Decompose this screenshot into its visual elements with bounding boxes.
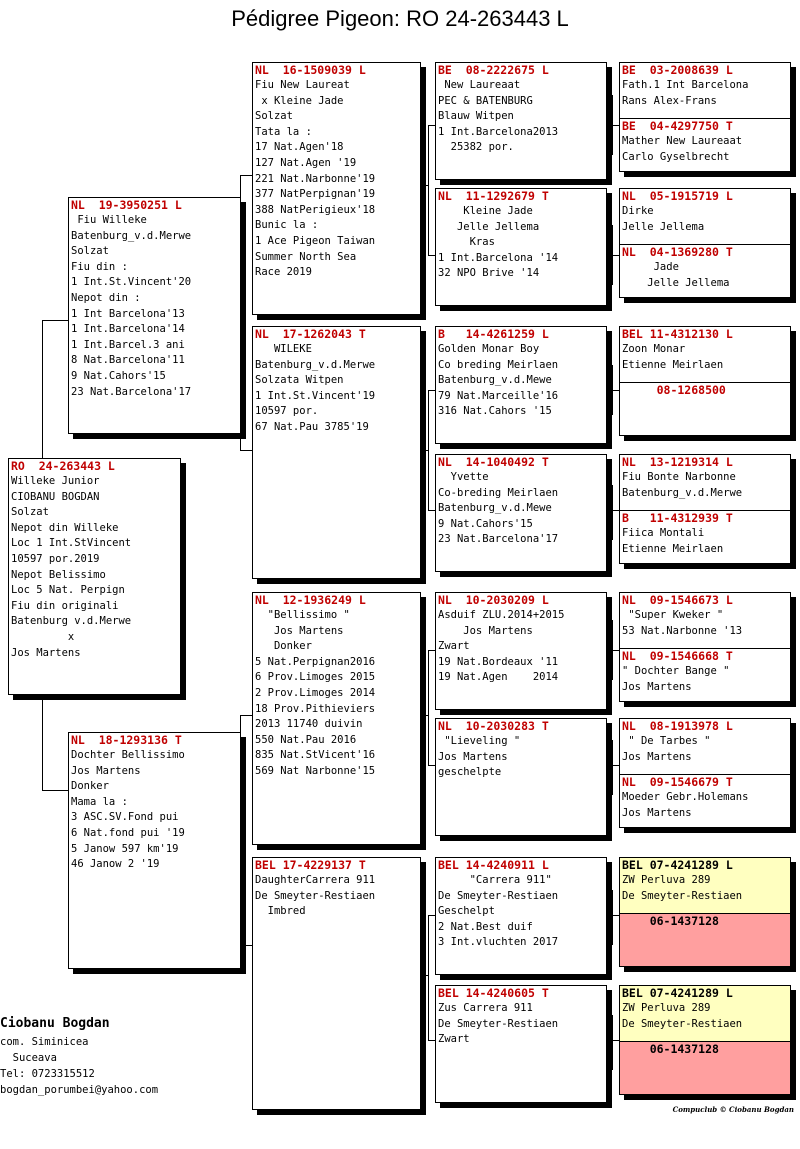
text-line: Zwart [438, 640, 470, 653]
text-line: 1 Ace Pigeon Taiwan [255, 234, 376, 247]
text-line: 2 Nat.Best duif [438, 920, 533, 933]
text-line: Jelle Jellema [622, 220, 705, 233]
text-line: Asduif ZLU.2014+2015 [438, 609, 565, 621]
ring-number: NL 05-1915719 L [622, 189, 733, 203]
grandsire-maternal-card[interactable] [252, 592, 421, 845]
ring-number: NL 18-1293136 T [71, 733, 182, 747]
ring-number: NL 04-1369280 T [622, 245, 733, 259]
text-line: 316 Nat.Cahors '15 [438, 405, 552, 418]
text-line: Suceava [0, 1052, 57, 1064]
ring-number: RO 24-263443 L [11, 459, 115, 473]
text-line: De Smeyter-Restiaen [438, 1017, 559, 1030]
text-line: 1 Int.Barcel.3 ani [71, 338, 185, 351]
text-line: Etienne Meirlaen [622, 542, 724, 555]
text-line: 9 Nat.Cahors'15 [71, 369, 166, 382]
g4-sub-card[interactable] [620, 244, 790, 298]
card-lines [620, 664, 790, 695]
text-line: 1 Int.Barcelona'14 [71, 323, 185, 336]
g4-sub-card[interactable] [620, 774, 790, 828]
card-lines [436, 342, 606, 420]
connector-line [420, 715, 428, 716]
card-lines [620, 204, 790, 235]
text-line: Solzat [71, 245, 109, 258]
text-line: Kras [438, 236, 495, 249]
text-line: Loc 1 Int.StVincent [11, 537, 132, 550]
text-line: 9 Nat.Cahors'15 [438, 517, 533, 530]
text-line: Zwart [438, 1033, 470, 1046]
connector-line [606, 765, 620, 766]
text-line: 79 Nat.Marceille'16 [438, 389, 559, 402]
text-line: com. Siminicea [0, 1036, 89, 1048]
g4-sub-card[interactable] [620, 382, 790, 436]
text-line: x Kleine Jade [255, 94, 344, 107]
subject-card[interactable] [8, 458, 181, 695]
connector-line [612, 740, 613, 795]
great-grandparent-card[interactable] [435, 62, 607, 180]
ring-number: NL 19-3950251 L [71, 198, 182, 212]
page-title: Pédigree Pigeon: RO 24-263443 L [231, 6, 569, 31]
connector-line [428, 650, 429, 765]
text-line: Solzat [255, 110, 293, 123]
g4-pair-card[interactable] [619, 985, 791, 1095]
ring-number: NL 16-1509039 L [255, 63, 366, 77]
text-line: Jos Martens [438, 750, 508, 763]
ring-number: NL 09-1546673 L [622, 593, 733, 607]
text-line: Rans Alex-Frans [622, 94, 717, 107]
text-line: Dochter Bellissimo [71, 749, 185, 761]
card-lines [436, 204, 606, 282]
text-line: Batenburg_v.d.Mewe [438, 502, 552, 515]
connector-line [420, 450, 428, 451]
text-line: Nepot din : [71, 291, 141, 304]
g4-pair-card[interactable] [619, 62, 791, 172]
ring-number: B 14-4261259 L [438, 327, 549, 341]
text-line: Fiu Willeke [71, 214, 147, 226]
g4-sub-card[interactable] [620, 510, 790, 564]
card-lines [436, 873, 606, 951]
text-line: 835 Nat.StVicent'16 [255, 749, 376, 762]
text-line: Jelle Jellema [438, 220, 540, 233]
text-line: Jelle Jellema [622, 276, 730, 289]
g4-sub-card[interactable] [620, 118, 790, 172]
text-line: Nepot din Willeke [11, 521, 119, 534]
ring-number: BEL 07-4241289 L [622, 986, 733, 1000]
text-line: 1 Int.St.Vincent'19 [255, 389, 376, 402]
card-lines [620, 470, 790, 501]
text-line: 18 Prov.Pithieviers [255, 702, 376, 715]
card-lines [620, 873, 790, 904]
text-line: New Laureaat [438, 79, 521, 91]
card-lines [436, 608, 606, 686]
subject-lines [9, 474, 180, 661]
credit-text: Compuclub © Ciobanu Bogdan [672, 1105, 794, 1114]
text-line: Batenburg v.d.Merwe [11, 615, 132, 628]
text-line: 550 Nat.Pau 2016 [255, 733, 357, 746]
connector-line [606, 915, 620, 916]
connector-line [42, 320, 43, 460]
text-line: 23 Nat.Barcelona'17 [438, 533, 559, 546]
text-line: Donker [71, 780, 109, 793]
card-lines [620, 1001, 790, 1032]
card-lines [620, 78, 790, 109]
g4-pair-card[interactable] [619, 188, 791, 298]
card-lines [436, 1001, 606, 1048]
text-line: Jos Martens [622, 750, 692, 763]
text-line: Jade [622, 261, 679, 273]
text-line: Jos Martens [255, 624, 344, 637]
text-line: Fiu New Laureat [255, 79, 350, 91]
text-line: 10597 por.2019 [11, 552, 100, 565]
card-lines [620, 260, 790, 291]
text-line: 5 Nat.Perpignan2016 [255, 655, 376, 668]
ring-number: NL 17-1262043 T [255, 327, 366, 341]
owner-lines [0, 1034, 240, 1098]
text-line: Zoon Monar [622, 343, 686, 355]
connector-line [606, 510, 620, 511]
great-grandparent-card[interactable] [435, 592, 607, 710]
g4-pair-card[interactable] [619, 326, 791, 436]
text-line: 3 Int.vluchten 2017 [438, 936, 559, 949]
ring-number: 06-1437128 [622, 1042, 719, 1056]
text-line: Co-breding Meirlaen [438, 486, 559, 499]
text-line: Jos Martens [11, 646, 81, 659]
text-line: "Super Kweker " [622, 609, 724, 621]
card-lines [620, 526, 790, 557]
text-line: Batenburg_v.d.Merwe [622, 486, 743, 499]
card-lines [436, 470, 606, 548]
ring-number: NL 08-1913978 L [622, 719, 733, 733]
text-line: Batenburg_v.d.Mewe [438, 374, 552, 387]
text-line: 1 Int.St.Vincent'20 [71, 276, 192, 289]
card-lines [253, 873, 420, 920]
text-line: "Bellissimo " [255, 609, 350, 621]
ring-number: BE 03-2008639 L [622, 63, 733, 77]
connector-line [42, 695, 43, 790]
text-line: bogdan_porumbei@yahoo.com [0, 1084, 159, 1096]
connector-line [612, 890, 613, 945]
text-line: Donker [255, 640, 312, 653]
ring-number: B 11-4312939 T [622, 511, 733, 525]
text-line: De Smeyter-Restiaen [622, 889, 743, 902]
sire-lines [69, 213, 240, 400]
text-line: Solzata Witpen [255, 374, 344, 387]
text-line: 1 Int.Barcelona '14 [438, 251, 559, 264]
text-line: "Lieveling " [438, 735, 521, 747]
text-line: Fath.1 Int Barcelona [622, 79, 749, 91]
card-lines [253, 342, 420, 436]
great-grandparent-card[interactable] [435, 718, 607, 836]
text-line: Kleine Jade [438, 205, 533, 217]
text-line: Jos Martens [622, 806, 692, 819]
ring-number: NL 13-1219314 L [622, 455, 733, 469]
text-line: WILEKE [255, 343, 312, 355]
text-line: 17 Nat.Agen'18 [255, 141, 344, 154]
card-lines [620, 790, 790, 821]
connector-line [606, 125, 620, 126]
text-line: Jos Martens [622, 680, 692, 693]
text-line: Tel: 0723315512 [0, 1068, 95, 1080]
card-lines [253, 78, 420, 281]
text-line: " De Tarbes " [622, 735, 711, 747]
text-line: De Smeyter-Restiaen [438, 889, 559, 902]
text-line: 8 Nat.Barcelona'11 [71, 354, 185, 367]
g4-sub-card[interactable] [620, 648, 790, 702]
great-grandparent-card[interactable] [435, 188, 607, 306]
connector-line [420, 975, 428, 976]
dam-card[interactable] [68, 732, 241, 969]
ring-number: NL 12-1936249 L [255, 593, 366, 607]
connector-line [42, 320, 70, 321]
ring-number: NL 09-1546679 T [622, 775, 733, 789]
ring-number: NL 11-1292679 T [438, 189, 549, 203]
connector-line [428, 915, 429, 1040]
text-line: 67 Nat.Pau 3785'19 [255, 420, 369, 433]
text-line: 23 Nat.Barcelona'17 [71, 385, 192, 398]
g4-pair-card[interactable] [619, 718, 791, 828]
text-line: geschelpte [438, 766, 502, 779]
connector-line [606, 1040, 620, 1041]
text-line: "Carrera 911" [438, 874, 552, 886]
ring-number: 08-1268500 [622, 383, 726, 397]
text-line: Carlo Gyselbrecht [622, 150, 730, 163]
text-line: 25382 por. [438, 141, 514, 154]
text-line: Race 2019 [255, 266, 312, 279]
text-line: 221 Nat.Narbonne'19 [255, 172, 376, 185]
text-line: Bunic la : [255, 219, 319, 232]
text-line: " Dochter Bange " [622, 665, 730, 677]
connector-line [428, 390, 429, 510]
connector-line [42, 790, 70, 791]
text-line: Fiu din originali [11, 599, 119, 612]
text-line: 1 Int.Barcelona2013 [438, 125, 559, 138]
text-line: CIOBANU BOGDAN [11, 490, 100, 503]
granddam-paternal-card[interactable] [252, 326, 421, 579]
text-line: 3 ASC.SV.Fond pui [71, 811, 179, 824]
text-line: De Smeyter-Restiaen [622, 1017, 743, 1030]
text-line: 19 Nat.Agen 2014 [438, 671, 559, 684]
ring-number: NL 10-2030209 L [438, 593, 549, 607]
sire-card[interactable] [68, 197, 241, 434]
g4-pair-card[interactable] [619, 592, 791, 702]
text-line: Mama la : [71, 795, 128, 808]
text-line: Fiu din : [71, 260, 128, 273]
g4-sub-card[interactable] [620, 1041, 790, 1095]
text-line: x [11, 630, 75, 643]
text-line: 569 Nat Narbonne'15 [255, 764, 376, 777]
text-line: 46 Janow 2 '19 [71, 858, 160, 871]
text-line: Mather New Laureaat [622, 135, 743, 147]
text-line: 2013 11740 duivin [255, 718, 363, 731]
text-line: Jos Martens [71, 764, 141, 777]
grandsire-paternal-card[interactable] [252, 62, 421, 315]
connector-line [612, 485, 613, 540]
text-line: Golden Monar Boy [438, 343, 540, 355]
text-line: Etienne Meirlaen [622, 358, 724, 371]
ring-number: BEL 11-4312130 L [622, 327, 733, 341]
text-line: Fiica Montali [622, 527, 705, 539]
great-grandparent-card[interactable] [435, 326, 607, 444]
connector-line [606, 650, 620, 651]
ring-number: 06-1437128 [622, 914, 719, 928]
text-line: 1 Int Barcelona'13 [71, 307, 185, 320]
ring-number: NL 14-1040492 T [438, 455, 549, 469]
text-line: Moeder Gebr.Holemans [622, 791, 749, 803]
connector-line [606, 255, 620, 256]
text-line: Batenburg_v.d.Merwe [71, 229, 192, 242]
great-grandparent-card[interactable] [435, 985, 607, 1103]
owner-info [0, 1014, 240, 1098]
text-line: 2 Prov.Limoges 2014 [255, 686, 376, 699]
text-line: 53 Nat.Narbonne '13 [622, 624, 743, 637]
ring-number: BE 08-2222675 L [438, 63, 549, 77]
card-lines [620, 608, 790, 639]
g4-pair-card[interactable] [619, 454, 791, 564]
g4-pair-card[interactable] [619, 857, 791, 967]
text-line: 19 Nat.Bordeaux '11 [438, 655, 559, 668]
great-grandparent-card[interactable] [435, 454, 607, 572]
text-line: PEC & BATENBURG [438, 94, 533, 107]
ring-number: NL 09-1546668 T [622, 649, 733, 663]
text-line: 5 Janow 597 km'19 [71, 842, 179, 855]
text-line: Geschelpt [438, 905, 495, 918]
ring-number: BEL 14-4240605 T [438, 986, 549, 1000]
text-line: Co breding Meirlaen [438, 358, 559, 371]
connector-line [612, 1015, 613, 1070]
connector-line [420, 185, 428, 186]
text-line: 377 NatPerpignan'19 [255, 188, 376, 201]
connector-line [606, 390, 620, 391]
text-line: Loc 5 Nat. Perpign [11, 584, 125, 597]
card-lines [436, 734, 606, 781]
text-line: Yvette [438, 471, 489, 483]
text-line: Solzat [11, 506, 49, 519]
ring-number: BEL 17-4229137 T [255, 858, 366, 872]
card-lines [620, 134, 790, 165]
text-line: Willeke Junior [11, 475, 100, 487]
text-line: DaughterCarrera 911 [255, 874, 376, 886]
text-line: Nepot Belissimo [11, 568, 106, 581]
text-line: 127 Nat.Agen '19 [255, 156, 357, 169]
text-line: Tata la : [255, 125, 312, 138]
dam-lines [69, 748, 240, 873]
card-lines [436, 78, 606, 156]
text-line: Jos Martens [438, 624, 533, 637]
owner-name: Ciobanu Bogdan [0, 1016, 110, 1031]
card-lines [620, 342, 790, 373]
text-line: 6 Prov.Limoges 2015 [255, 671, 376, 684]
text-line: 388 NatPerigieux'18 [255, 203, 376, 216]
text-line: Summer North Sea [255, 250, 357, 263]
text-line: Imbred [255, 905, 306, 918]
ring-number: BEL 14-4240911 L [438, 858, 549, 872]
card-lines [253, 608, 420, 780]
text-line: Zus Carrera 911 [438, 1002, 533, 1014]
ring-number: BEL 07-4241289 L [622, 858, 733, 872]
connector-line [428, 125, 429, 255]
granddam-maternal-card[interactable] [252, 857, 421, 1110]
text-line: 6 Nat.fond pui '19 [71, 826, 185, 839]
text-line: Batenburg_v.d.Merwe [255, 358, 376, 371]
text-line: ZW Perluva 289 [622, 874, 711, 886]
text-line: 32 NPO Brive '14 [438, 267, 540, 280]
ring-number: NL 10-2030283 T [438, 719, 549, 733]
text-line: 10597 por. [255, 405, 319, 418]
text-line: De Smeyter-Restiaen [255, 889, 376, 902]
g4-sub-card[interactable] [620, 913, 790, 967]
text-line: Blauw Witpen [438, 110, 514, 123]
text-line: Fiu Bonte Narbonne [622, 471, 736, 483]
ring-number: BE 04-4297750 T [622, 119, 733, 133]
card-lines [620, 734, 790, 765]
text-line: Dirke [622, 205, 654, 217]
text-line: ZW Perluva 289 [622, 1002, 711, 1014]
great-grandparent-card[interactable] [435, 857, 607, 975]
